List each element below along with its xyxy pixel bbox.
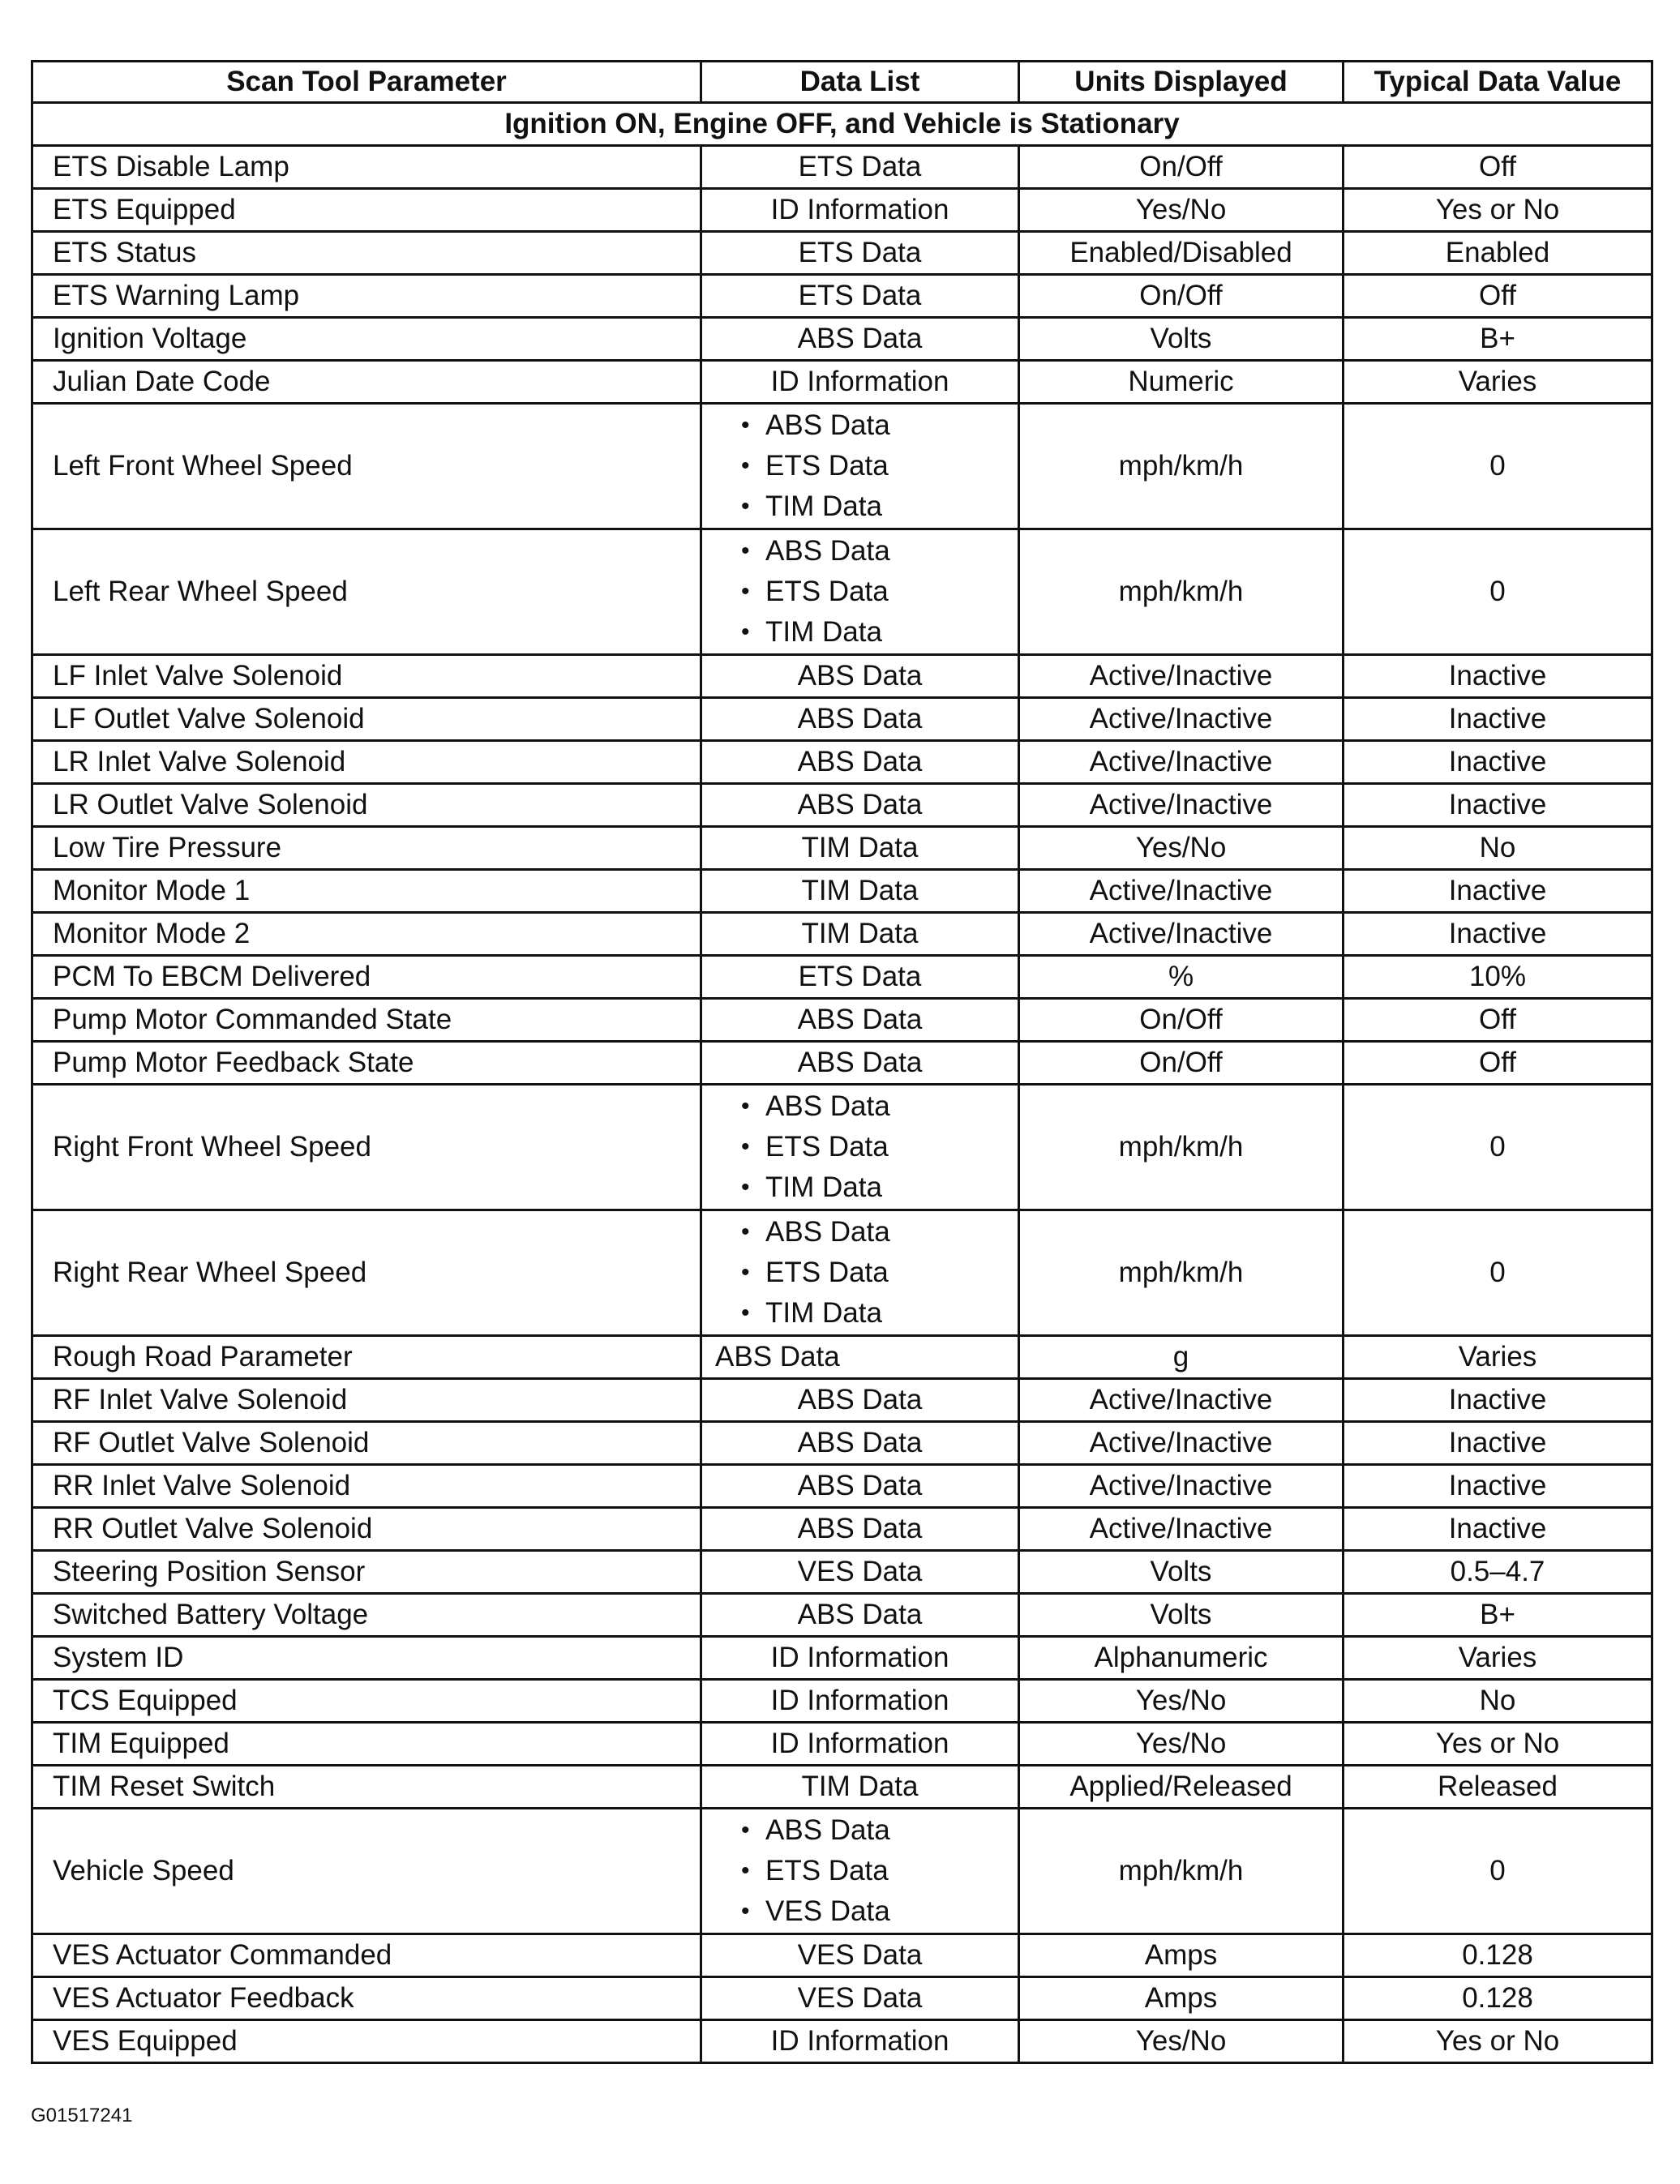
parameter-cell: VES Actuator Commanded [32,1934,701,1977]
units-cell: On/Off [1019,275,1344,318]
table-row [32,1336,1652,1379]
typical-value-cell: Inactive [1344,1422,1652,1465]
data-list-bullets [702,1212,1018,1334]
table-row [32,232,1652,275]
table-row [32,999,1652,1042]
typical-value-cell: No [1344,1680,1652,1723]
bullet-icon: • [741,1218,750,1245]
data-list-item [741,612,1018,653]
units-cell: On/Off [1019,1042,1344,1085]
table-row [32,1551,1652,1594]
data-list-cell: TIM Data [701,827,1019,870]
data-list-item-label: ABS Data [765,409,890,441]
parameter-cell: TIM Equipped [32,1723,701,1766]
table-row [32,2020,1652,2063]
data-list-item [741,486,1018,527]
units-cell: mph/km/h [1019,1085,1344,1210]
bullet-icon: • [741,1133,750,1160]
data-list-item-label: ETS Data [765,1131,889,1163]
parameter-cell: Low Tire Pressure [32,827,701,870]
typical-value-cell: B+ [1344,318,1652,361]
units-cell: Active/Inactive [1019,784,1344,827]
table-row [32,655,1652,698]
table-row [32,361,1652,404]
table-row [32,698,1652,741]
typical-value-cell: 0.5–4.7 [1344,1551,1652,1594]
typical-value-cell: Varies [1344,1336,1652,1379]
data-list-cell: ID Information [701,189,1019,232]
table-row [32,1934,1652,1977]
table-row [32,1042,1652,1085]
table-row [32,784,1652,827]
units-cell: Alphanumeric [1019,1637,1344,1680]
column-header-parameter: Scan Tool Parameter [32,62,701,103]
parameter-cell: RF Outlet Valve Solenoid [32,1422,701,1465]
data-list-item-label: VES Data [765,1895,890,1927]
data-list-cell: ETS Data [701,956,1019,999]
table-row [32,913,1652,956]
table-row [32,146,1652,189]
table-row [32,1809,1652,1934]
data-list-bullets [702,405,1018,527]
data-list-item [741,1167,1018,1208]
data-list-item-label: ABS Data [765,1216,890,1248]
parameter-cell: ETS Equipped [32,189,701,232]
bullet-icon: • [741,452,750,479]
data-list-cell: VES Data [701,1977,1019,2020]
table-row [32,956,1652,999]
table-row [32,1085,1652,1210]
table-row [32,189,1652,232]
data-list-cell: ABS Data [701,741,1019,784]
units-cell: g [1019,1336,1344,1379]
data-list-cell [701,404,1019,529]
data-list-item-label: TIM Data [765,1171,882,1203]
typical-value-cell: 0 [1344,1085,1652,1210]
table-row [32,1723,1652,1766]
data-list-cell: ID Information [701,1723,1019,1766]
data-list-cell [701,529,1019,655]
typical-value-cell: Off [1344,146,1652,189]
parameter-cell: Left Rear Wheel Speed [32,529,701,655]
units-cell: Amps [1019,1934,1344,1977]
units-cell: Numeric [1019,361,1344,404]
typical-value-cell: Inactive [1344,741,1652,784]
column-header-typical-value: Typical Data Value [1344,62,1652,103]
table-row [32,1977,1652,2020]
data-list-cell: ID Information [701,2020,1019,2063]
data-list-cell: ABS Data [701,1042,1019,1085]
bullet-icon: • [741,1093,750,1120]
units-cell: Active/Inactive [1019,1379,1344,1422]
data-list-item [741,1212,1018,1253]
data-list-cell: ABS Data [701,999,1019,1042]
typical-value-cell: Inactive [1344,698,1652,741]
parameter-cell: ETS Warning Lamp [32,275,701,318]
data-list-item-label: ETS Data [765,1855,889,1886]
units-cell: Yes/No [1019,1680,1344,1723]
units-cell: Active/Inactive [1019,741,1344,784]
parameter-cell: Pump Motor Commanded State [32,999,701,1042]
data-list-item-label: ABS Data [765,1090,890,1122]
column-header-data-list: Data List [701,62,1019,103]
parameter-cell: Pump Motor Feedback State [32,1042,701,1085]
parameter-cell: Left Front Wheel Speed [32,404,701,529]
units-cell: On/Off [1019,146,1344,189]
units-cell: Active/Inactive [1019,1465,1344,1508]
parameter-cell: Vehicle Speed [32,1809,701,1934]
typical-value-cell: 0.128 [1344,1977,1652,2020]
parameter-cell: Steering Position Sensor [32,1551,701,1594]
parameter-cell: TCS Equipped [32,1680,701,1723]
units-cell: % [1019,956,1344,999]
data-list-item [741,405,1018,446]
bullet-icon: • [741,1898,750,1925]
data-list-cell: ABS Data [701,1594,1019,1637]
parameter-cell: RR Inlet Valve Solenoid [32,1465,701,1508]
column-header-units: Units Displayed [1019,62,1344,103]
units-cell: Active/Inactive [1019,1508,1344,1551]
table-row [32,1594,1652,1637]
data-list-cell [701,1085,1019,1210]
parameter-cell: VES Equipped [32,2020,701,2063]
units-cell: mph/km/h [1019,1210,1344,1336]
table-row [32,529,1652,655]
data-list-cell: ABS Data [701,1422,1019,1465]
data-list-cell: VES Data [701,1551,1019,1594]
scan-tool-data-table [31,60,1653,2064]
units-cell: Enabled/Disabled [1019,232,1344,275]
typical-value-cell: 10% [1344,956,1652,999]
data-list-cell: ID Information [701,1637,1019,1680]
typical-value-cell: Yes or No [1344,2020,1652,2063]
units-cell: Amps [1019,1977,1344,2020]
data-list-cell [701,1210,1019,1336]
units-cell: Volts [1019,1594,1344,1637]
table-row [32,1210,1652,1336]
parameter-cell: System ID [32,1637,701,1680]
table-row [32,827,1652,870]
data-list-cell: ABS Data [701,784,1019,827]
bullet-icon: • [741,537,750,564]
data-list-cell: TIM Data [701,913,1019,956]
data-list-bullets [702,531,1018,653]
table-row [32,318,1652,361]
units-cell: Yes/No [1019,827,1344,870]
parameter-cell: Monitor Mode 2 [32,913,701,956]
table-row [32,870,1652,913]
parameter-cell: Right Front Wheel Speed [32,1085,701,1210]
parameter-cell: ETS Disable Lamp [32,146,701,189]
parameter-cell: Right Rear Wheel Speed [32,1210,701,1336]
units-cell: Active/Inactive [1019,655,1344,698]
typical-value-cell: Yes or No [1344,1723,1652,1766]
data-list-cell: ETS Data [701,275,1019,318]
data-list-cell: ETS Data [701,146,1019,189]
parameter-cell: RR Outlet Valve Solenoid [32,1508,701,1551]
parameter-cell: LR Inlet Valve Solenoid [32,741,701,784]
data-list-cell: VES Data [701,1934,1019,1977]
data-list-cell: ABS Data [701,1379,1019,1422]
parameter-cell: Julian Date Code [32,361,701,404]
table-body [32,146,1652,2063]
bullet-icon: • [741,1300,750,1326]
units-cell: mph/km/h [1019,1809,1344,1934]
typical-value-cell: 0 [1344,404,1652,529]
table-row [32,1465,1652,1508]
typical-value-cell: Yes or No [1344,189,1652,232]
data-list-cell: TIM Data [701,870,1019,913]
units-cell: Volts [1019,1551,1344,1594]
typical-value-cell: Inactive [1344,655,1652,698]
parameter-cell: TIM Reset Switch [32,1766,701,1809]
data-list-item-label: ABS Data [765,535,890,567]
typical-value-cell: Off [1344,999,1652,1042]
section-title: Ignition ON, Engine OFF, and Vehicle is Stationary [32,103,1652,146]
units-cell: Active/Inactive [1019,913,1344,956]
typical-value-cell: Inactive [1344,1508,1652,1551]
data-list-item-label: ETS Data [765,450,889,482]
parameter-cell: LR Outlet Valve Solenoid [32,784,701,827]
parameter-cell: VES Actuator Feedback [32,1977,701,2020]
data-list-item [741,1851,1018,1891]
parameter-cell: Ignition Voltage [32,318,701,361]
section-row [32,103,1652,146]
bullet-icon: • [741,412,750,439]
units-cell: mph/km/h [1019,529,1344,655]
units-cell: Active/Inactive [1019,1422,1344,1465]
bullet-icon: • [741,619,750,645]
units-cell: Active/Inactive [1019,698,1344,741]
typical-value-cell: No [1344,827,1652,870]
table-row [32,1637,1652,1680]
bullet-icon: • [741,1259,750,1286]
table-row [32,404,1652,529]
typical-value-cell: 0 [1344,1809,1652,1934]
table-row [32,1379,1652,1422]
data-list-cell: ID Information [701,1680,1019,1723]
units-cell: Volts [1019,318,1344,361]
typical-value-cell: Inactive [1344,870,1652,913]
units-cell: Applied/Released [1019,1766,1344,1809]
data-list-item-label: TIM Data [765,1297,882,1329]
data-list-item [741,1891,1018,1932]
data-list-cell: ABS Data [701,318,1019,361]
units-cell: mph/km/h [1019,404,1344,529]
parameter-cell: Rough Road Parameter [32,1336,701,1379]
parameter-cell: LF Outlet Valve Solenoid [32,698,701,741]
parameter-cell: Monitor Mode 1 [32,870,701,913]
typical-value-cell: Varies [1344,361,1652,404]
typical-value-cell: 0 [1344,1210,1652,1336]
units-cell: Yes/No [1019,2020,1344,2063]
data-list-cell: ID Information [701,361,1019,404]
data-list-item-label: ETS Data [765,576,889,607]
data-list-item [741,446,1018,486]
data-list-bullets [702,1086,1018,1208]
data-list-item-label: TIM Data [765,616,882,648]
data-list-cell: ABS Data [701,1465,1019,1508]
data-list-item [741,1086,1018,1127]
typical-value-cell: Off [1344,1042,1652,1085]
data-list-item-label: ETS Data [765,1257,889,1288]
parameter-cell: Switched Battery Voltage [32,1594,701,1637]
typical-value-cell: Off [1344,275,1652,318]
units-cell: On/Off [1019,999,1344,1042]
table-row [32,1422,1652,1465]
data-list-item [741,1127,1018,1167]
bullet-icon: • [741,578,750,605]
parameter-cell: LF Inlet Valve Solenoid [32,655,701,698]
data-list-item-label: TIM Data [765,490,882,522]
typical-value-cell: B+ [1344,1594,1652,1637]
parameter-cell: RF Inlet Valve Solenoid [32,1379,701,1422]
table-row [32,1680,1652,1723]
parameter-cell: ETS Status [32,232,701,275]
data-list-cell: ABS Data [701,655,1019,698]
table-header-row [32,62,1652,103]
typical-value-cell: 0 [1344,529,1652,655]
data-list-cell: ABS Data [701,1508,1019,1551]
data-list-item [741,572,1018,612]
typical-value-cell: Enabled [1344,232,1652,275]
typical-value-cell: 0.128 [1344,1934,1652,1977]
bullet-icon: • [741,493,750,520]
data-list-item [741,1810,1018,1851]
data-list-cell: TIM Data [701,1766,1019,1809]
units-cell: Yes/No [1019,1723,1344,1766]
typical-value-cell: Released [1344,1766,1652,1809]
bullet-icon: • [741,1174,750,1201]
table-row [32,741,1652,784]
data-list-item [741,1253,1018,1293]
typical-value-cell: Inactive [1344,1465,1652,1508]
typical-value-cell: Varies [1344,1637,1652,1680]
units-cell: Active/Inactive [1019,870,1344,913]
data-list-bullets [702,1810,1018,1932]
data-list-cell: ETS Data [701,232,1019,275]
bullet-icon: • [741,1817,750,1844]
data-list-cell: ABS Data [701,1336,1019,1379]
data-list-cell [701,1809,1019,1934]
data-list-item [741,531,1018,572]
table-row [32,275,1652,318]
bullet-icon: • [741,1857,750,1884]
data-list-item-label: ABS Data [765,1814,890,1846]
typical-value-cell: Inactive [1344,784,1652,827]
typical-value-cell: Inactive [1344,913,1652,956]
figure-id: G01517241 [31,2105,133,2126]
parameter-cell: PCM To EBCM Delivered [32,956,701,999]
table-row [32,1508,1652,1551]
typical-value-cell: Inactive [1344,1379,1652,1422]
units-cell: Yes/No [1019,189,1344,232]
data-list-cell: ABS Data [701,698,1019,741]
data-list-item [741,1293,1018,1334]
table-row [32,1766,1652,1809]
